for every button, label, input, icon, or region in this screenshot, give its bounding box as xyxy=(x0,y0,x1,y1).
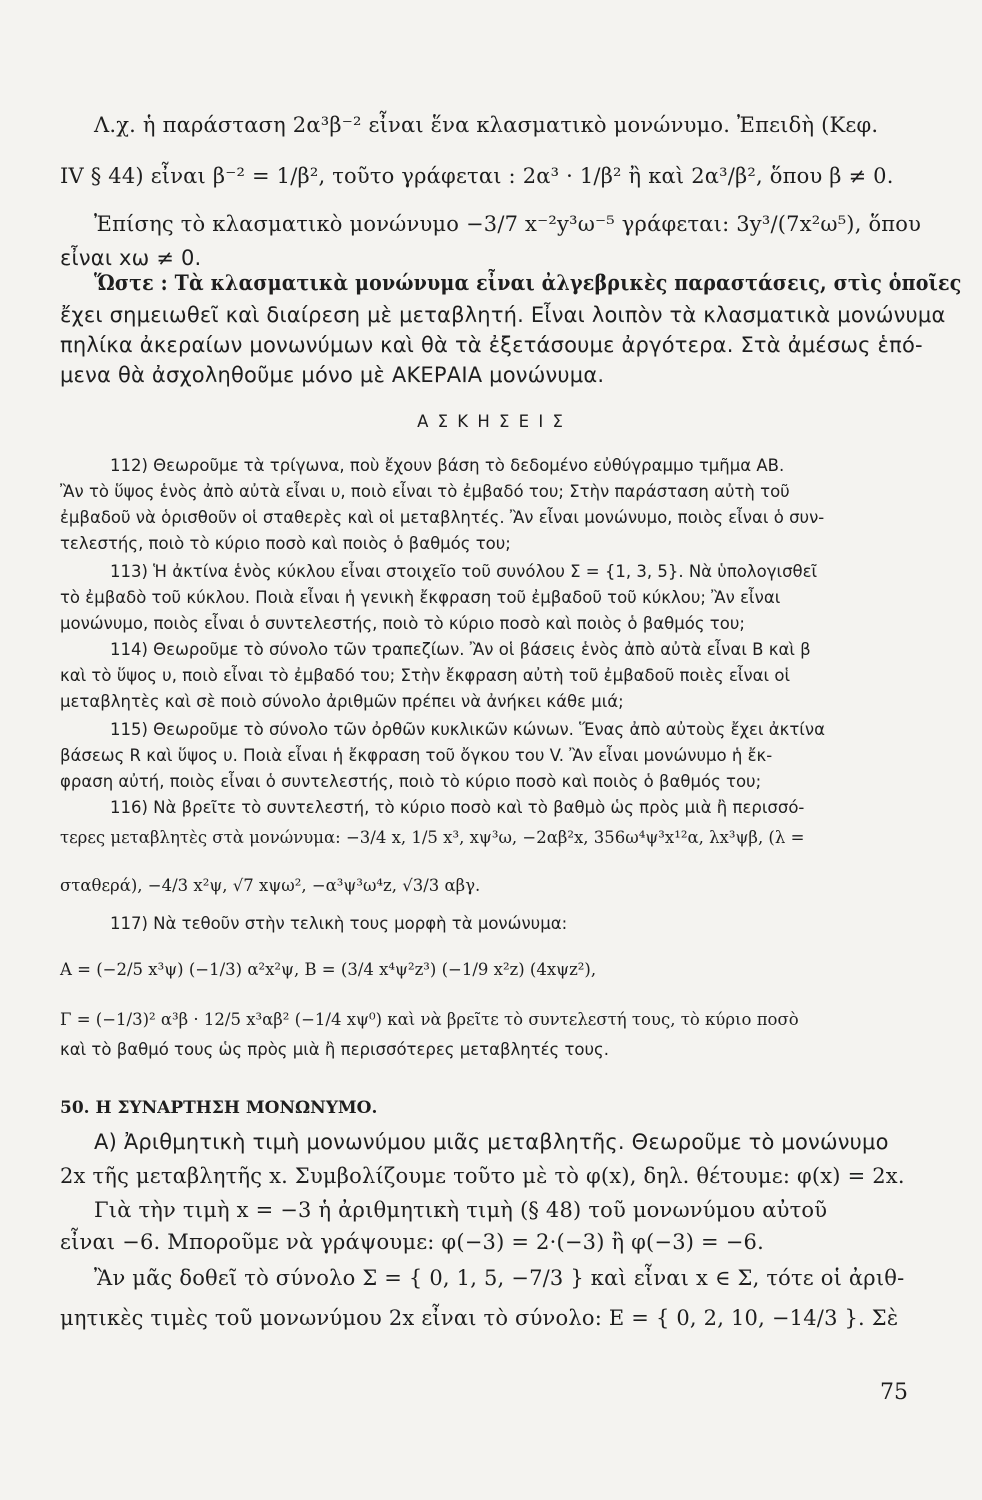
exercise-line: μονώνυμο, ποιὸς εἶναι ὁ συντελεστής, ποιὸ τὸ κύριο ποσὸ καὶ ποιὸς ὁ βαθμός του; xyxy=(60,614,745,633)
text-line: Α) Ἀριθμητικὴ τιμὴ μονωνύμου μιᾶς μεταβλητῆς. Θεωροῦμε τὸ μονώνυμο xyxy=(94,1130,889,1154)
exercise-line: σταθερά), −4/3 x²ψ, √7 xψω², −α³ψ³ω⁴z, √3/3 αβγ. xyxy=(60,876,481,895)
text-line: Ἂν μᾶς δοθεῖ τὸ σύνολο Σ = { 0, 1, 5, −7/3 } καὶ εἶναι x ∈ Σ, τότε οἱ ἀριθ- xyxy=(94,1266,905,1290)
exercises-heading: Α Σ Κ Η Σ Ε Ι Σ xyxy=(417,412,565,431)
exercise-line: Γ = (−1/3)² α³β · 12/5 x³αβ² (−1/4 xψ⁰) καὶ νὰ βρεῖτε τὸ συντελεστή τους, τὸ κύριο ποσὸ xyxy=(60,1010,799,1029)
exercise-line: 115) Θεωροῦμε τὸ σύνολο τῶν ὀρθῶν κυκλικῶν κώνων. Ἕνας ἀπὸ αὐτοὺς ἔχει ἀκτίνα xyxy=(110,720,825,739)
text-line: 2x τῆς μεταβλητῆς x. Συμβολίζουμε τοῦτο μὲ τὸ φ(x), δηλ. θέτουμε: φ(x) = 2x. xyxy=(60,1164,905,1188)
text-line: πηλίκα ἀκεραίων μονωνύμων καὶ θὰ τὰ ἐξετάσουμε ἀργότερα. Στὰ ἀμέσως ἑπό- xyxy=(60,333,923,357)
section-heading: 50. Η ΣΥΝΑΡΤΗΣΗ ΜΟΝΩΝΥΜΟ. xyxy=(60,1098,378,1118)
exercise-line: καὶ τὸ ὕψος υ, ποιὸ εἶναι τὸ ἐμβαδό του; Στὴν ἔκφραση αὐτὴ τοῦ ἐμβαδοῦ ποιὲς εἶναι οἱ xyxy=(60,666,791,685)
exercise-line: 117) Νὰ τεθοῦν στὴν τελικὴ τους μορφὴ τὰ μονώνυμα: xyxy=(110,914,568,933)
exercise-line: Α = (−2/5 x³ψ) (−1/3) α²x²ψ, Β = (3/4 x⁴ψ²z³) (−1/9 x²z) (4xψz²), xyxy=(60,960,597,979)
page-number: 75 xyxy=(880,1380,908,1405)
exercise-line: βάσεως R καὶ ὕψος υ. Ποιὰ εἶναι ἡ ἔκφραση τοῦ ὄγκου του V. Ἂν εἶναι μονώνυμο ἡ ἔκ- xyxy=(60,746,773,765)
exercise-line: 112) Θεωροῦμε τὰ τρίγωνα, ποὺ ἔχουν βάση τὸ δεδομένο εὐθύγραμμο τμῆμα ΑΒ. xyxy=(110,456,785,475)
text-line: Λ.χ. ἡ παράσταση 2α³β⁻² εἶναι ἕνα κλασματικὸ μονώνυμο. Ἐπειδὴ (Κεφ. xyxy=(94,113,879,137)
text-line: εἶναι −6. Μποροῦμε νὰ γράψουμε: φ(−3) = 2·(−3) ἢ φ(−3) = −6. xyxy=(60,1230,764,1254)
exercise-line: ἐμβαδοῦ νὰ ὁρισθοῦν οἱ σταθερὲς καὶ οἱ μεταβλητές. Ἂν εἶναι μονώνυμο, ποιὸς εἶναι ὁ συν- xyxy=(60,508,825,527)
text-line: μητικὲς τιμὲς τοῦ μονωνύμου 2x εἶναι τὸ σύνολο: Ε = { 0, 2, 10, −14/3 }. Σὲ xyxy=(60,1306,899,1330)
exercise-line: καὶ τὸ βαθμό τους ὡς πρὸς μιὰ ἢ περισσότερες μεταβλητές τους. xyxy=(60,1040,609,1059)
exercise-line: φραση αὐτή, ποιὸς εἶναι ὁ συντελεστής, ποιὸ τὸ κύριο ποσὸ καὶ ποιὸς ὁ βαθμός του; xyxy=(60,772,762,791)
exercise-line: 116) Νὰ βρεῖτε τὸ συντελεστή, τὸ κύριο ποσὸ καὶ τὸ βαθμὸ ὡς πρὸς μιὰ ἢ περισσό- xyxy=(110,798,805,817)
text-line: ἔχει σημειωθεῖ καὶ διαίρεση μὲ μεταβλητή. Εἶναι λοιπὸν τὰ κλασματικὰ μονώνυμα xyxy=(60,303,946,327)
text-line: Ἐπίσης τὸ κλασματικὸ μονώνυμο −3/7 x⁻²y³ω⁻⁵ γράφεται: 3y³/(7x²ω⁵), ὅπου xyxy=(94,212,922,236)
exercise-line: 114) Θεωροῦμε τὸ σύνολο τῶν τραπεζίων. Ἂν οἱ βάσεις ἑνὸς ἀπὸ αὐτὰ εἶναι Β καὶ β xyxy=(110,640,811,659)
exercise-line: μεταβλητὲς καὶ σὲ ποιὸ σύνολο ἀριθμῶν πρέπει νὰ ἀνήκει κάθε μιά; xyxy=(60,692,624,711)
text-line: Ὥστε : Τὰ κλασματικὰ μονώνυμα εἶναι ἀλγεβρικὲς παραστάσεις, στὶς ὁποῖες xyxy=(94,270,962,295)
exercise-line: τερες μεταβλητὲς στὰ μονώνυμα: −3/4 x, 1/5 x³, xψ³ω, −2αβ²x, 356ω⁴ψ³x¹²α, λx³ψβ, (λ = xyxy=(60,828,805,847)
text-line: εἶναι xω ≠ 0. xyxy=(60,246,202,270)
exercise-line: τὸ ἐμβαδὸ τοῦ κύκλου. Ποιὰ εἶναι ἡ γενικὴ ἔκφραση τοῦ ἐμβαδοῦ τοῦ κύκλου; Ἂν εἶναι xyxy=(60,588,781,607)
exercise-line: Ἂν τὸ ὕψος ἑνὸς ἀπὸ αὐτὰ εἶναι υ, ποιὸ εἶναι τὸ ἐμβαδό του; Στὴν παράσταση αὐτὴ τοῦ xyxy=(60,482,790,501)
exercise-line: 113) Ἡ ἀκτίνα ἑνὸς κύκλου εἶναι στοιχεῖο τοῦ συνόλου Σ = {1, 3, 5}. Νὰ ὑπολογισθεῖ xyxy=(110,562,818,581)
text-line: IV § 44) εἶναι β⁻² = 1/β², τοῦτο γράφεται : 2α³ · 1/β² ἢ καὶ 2α³/β², ὅπου β ≠ 0. xyxy=(60,164,894,188)
text-line: μενα θὰ ἀσχοληθοῦμε μόνο μὲ ΑΚΕΡΑΙΑ μονώνυμα. xyxy=(60,363,605,387)
text-line: Γιὰ τὴν τιμὴ x = −3 ἡ ἀριθμητικὴ τιμὴ (§ 48) τοῦ μονωνύμου αὐτοῦ xyxy=(94,1198,828,1222)
exercise-line: τελεστής, ποιὸ τὸ κύριο ποσὸ καὶ ποιὸς ὁ βαθμός του; xyxy=(60,534,511,553)
